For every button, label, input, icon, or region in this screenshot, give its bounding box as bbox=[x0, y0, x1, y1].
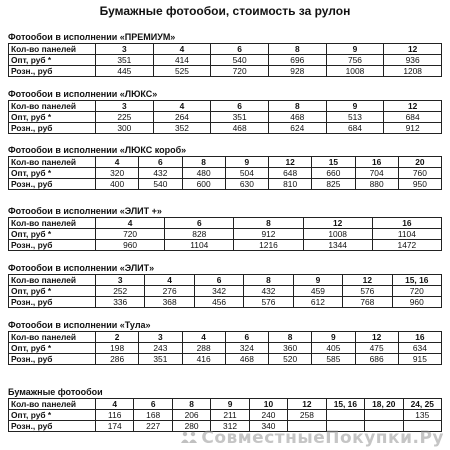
price-cell: 720 bbox=[392, 286, 441, 297]
retail-price-row bbox=[9, 297, 442, 308]
panel-count-cell: 4 bbox=[96, 157, 139, 168]
retail-price-row bbox=[9, 240, 442, 251]
price-cell: 468 bbox=[268, 112, 326, 123]
section-title: Фотообои в исполнении «ЭЛИТ» bbox=[8, 263, 155, 273]
price-cell: 612 bbox=[293, 297, 342, 308]
panel-count-cell: 8 bbox=[172, 399, 210, 410]
panel-count-cell: 12 bbox=[288, 399, 326, 410]
row-label: Кол-во панелей bbox=[9, 44, 96, 55]
retail-price-row bbox=[9, 179, 442, 190]
price-cell: 225 bbox=[96, 112, 154, 123]
wholesale-price-row bbox=[9, 112, 442, 123]
row-label: Кол-во панелей bbox=[9, 332, 96, 343]
wholesale-price-row bbox=[9, 229, 442, 240]
panel-count-cell: 8 bbox=[234, 218, 303, 229]
price-cell: 525 bbox=[153, 66, 211, 77]
panels-row bbox=[9, 157, 442, 168]
price-cell: 264 bbox=[153, 112, 211, 123]
price-cell: 660 bbox=[312, 168, 355, 179]
price-cell: 414 bbox=[153, 55, 211, 66]
retail-price-row bbox=[9, 123, 442, 134]
row-label: Опт, руб * bbox=[9, 410, 96, 421]
panel-count-cell: 12 bbox=[384, 44, 442, 55]
panel-count-cell: 20 bbox=[398, 157, 441, 168]
row-label: Кол-во панелей bbox=[9, 218, 96, 229]
price-cell: 211 bbox=[211, 410, 249, 421]
price-cell: 915 bbox=[398, 354, 441, 365]
price-cell: 240 bbox=[249, 410, 287, 421]
price-cell: 432 bbox=[244, 286, 293, 297]
wholesale-price-row bbox=[9, 55, 442, 66]
price-cell: 258 bbox=[288, 410, 326, 421]
price-cell: 760 bbox=[398, 168, 441, 179]
panel-count-cell: 4 bbox=[96, 399, 134, 410]
section-title: Бумажные фотообои bbox=[8, 387, 103, 397]
panel-count-cell: 16 bbox=[398, 332, 441, 343]
panel-count-cell: 12 bbox=[269, 157, 312, 168]
price-cell: 576 bbox=[244, 297, 293, 308]
price-cell: 405 bbox=[312, 343, 355, 354]
panel-count-cell: 16 bbox=[372, 218, 441, 229]
panels-row bbox=[9, 399, 442, 410]
price-cell: 432 bbox=[139, 168, 182, 179]
price-cell: 540 bbox=[139, 179, 182, 190]
price-cell: 252 bbox=[96, 286, 145, 297]
price-cell: 320 bbox=[96, 168, 139, 179]
row-label: Розн., руб bbox=[9, 354, 96, 365]
wholesale-price-row bbox=[9, 286, 442, 297]
section-title: Фотообои в исполнении «ЭЛИТ +» bbox=[8, 206, 162, 216]
price-section bbox=[8, 32, 442, 77]
price-cell: 540 bbox=[211, 55, 269, 66]
price-cell: 825 bbox=[312, 179, 355, 190]
price-cell: 600 bbox=[182, 179, 225, 190]
price-cell: 936 bbox=[384, 55, 442, 66]
price-cell: 445 bbox=[96, 66, 154, 77]
row-label: Розн., руб bbox=[9, 66, 96, 77]
price-cell: 686 bbox=[355, 354, 398, 365]
panel-count-cell: 6 bbox=[211, 101, 269, 112]
price-cell: 300 bbox=[96, 123, 154, 134]
panel-count-cell: 4 bbox=[153, 44, 211, 55]
panel-count-cell: 6 bbox=[165, 218, 234, 229]
panel-count-cell: 6 bbox=[139, 157, 182, 168]
panels-row bbox=[9, 332, 442, 343]
price-cell: 684 bbox=[384, 112, 442, 123]
price-cell: 198 bbox=[96, 343, 139, 354]
panel-count-cell: 12 bbox=[303, 218, 372, 229]
row-label: Розн., руб bbox=[9, 421, 96, 432]
price-cell: 1208 bbox=[384, 66, 442, 77]
price-cell: 960 bbox=[392, 297, 441, 308]
panel-count-cell: 6 bbox=[134, 399, 172, 410]
price-section bbox=[8, 320, 442, 365]
price-cell: 324 bbox=[225, 343, 268, 354]
row-label: Опт, руб * bbox=[9, 168, 96, 179]
price-cell: 280 bbox=[172, 421, 210, 432]
price-cell: 468 bbox=[211, 123, 269, 134]
panel-count-cell: 16 bbox=[355, 157, 398, 168]
row-label: Кол-во панелей bbox=[9, 399, 96, 410]
price-cell: 504 bbox=[225, 168, 268, 179]
price-cell: 174 bbox=[96, 421, 134, 432]
price-table bbox=[8, 43, 442, 77]
panel-count-cell: 12 bbox=[343, 275, 392, 286]
price-section bbox=[8, 263, 442, 308]
panel-count-cell: 6 bbox=[194, 275, 243, 286]
price-cell: 1344 bbox=[303, 240, 372, 251]
panel-count-cell: 8 bbox=[268, 101, 326, 112]
panel-count-cell: 8 bbox=[182, 157, 225, 168]
panel-count-cell: 2 bbox=[96, 332, 139, 343]
price-cell: 475 bbox=[355, 343, 398, 354]
price-cell: 950 bbox=[398, 179, 441, 190]
panel-count-cell: 9 bbox=[211, 399, 249, 410]
price-cell: 368 bbox=[145, 297, 194, 308]
price-cell: 634 bbox=[398, 343, 441, 354]
price-cell: 340 bbox=[249, 421, 287, 432]
price-cell: 400 bbox=[96, 179, 139, 190]
panel-count-cell: 8 bbox=[244, 275, 293, 286]
row-label: Розн., руб bbox=[9, 123, 96, 134]
panel-count-cell: 6 bbox=[225, 332, 268, 343]
section-title: Фотообои в исполнении «ЛЮКС короб» bbox=[8, 145, 187, 155]
price-cell: 720 bbox=[211, 66, 269, 77]
price-section bbox=[8, 206, 442, 251]
price-cell: 880 bbox=[355, 179, 398, 190]
price-cell: 1008 bbox=[326, 66, 384, 77]
panels-row bbox=[9, 44, 442, 55]
panels-row bbox=[9, 218, 442, 229]
price-cell: 696 bbox=[268, 55, 326, 66]
price-section bbox=[8, 387, 442, 432]
price-cell: 360 bbox=[269, 343, 312, 354]
price-cell: 459 bbox=[293, 286, 342, 297]
price-cell bbox=[326, 410, 364, 421]
wholesale-price-row bbox=[9, 168, 442, 179]
price-cell bbox=[365, 410, 403, 421]
panel-count-cell: 3 bbox=[96, 44, 154, 55]
price-cell: 116 bbox=[96, 410, 134, 421]
price-cell: 928 bbox=[268, 66, 326, 77]
price-cell: 585 bbox=[312, 354, 355, 365]
panel-count-cell: 15, 16 bbox=[326, 399, 364, 410]
panel-count-cell: 4 bbox=[96, 218, 165, 229]
people-logo-icon bbox=[181, 431, 197, 444]
watermark-text: СовместныеПокупки.Ру bbox=[201, 428, 444, 448]
price-cell: 276 bbox=[145, 286, 194, 297]
price-table bbox=[8, 398, 442, 432]
panel-count-cell: 3 bbox=[96, 275, 145, 286]
wholesale-price-row bbox=[9, 343, 442, 354]
panel-count-cell: 4 bbox=[153, 101, 211, 112]
section-title: Фотообои в исполнении «ЛЮКС» bbox=[8, 89, 158, 99]
panel-count-cell: 4 bbox=[182, 332, 225, 343]
price-cell: 336 bbox=[96, 297, 145, 308]
wholesale-price-row bbox=[9, 410, 442, 421]
row-label: Кол-во панелей bbox=[9, 275, 96, 286]
price-cell: 243 bbox=[139, 343, 182, 354]
price-cell: 520 bbox=[269, 354, 312, 365]
panel-count-cell: 3 bbox=[96, 101, 154, 112]
watermark bbox=[181, 428, 444, 448]
price-cell: 342 bbox=[194, 286, 243, 297]
price-cell: 351 bbox=[96, 55, 154, 66]
row-label: Розн., руб bbox=[9, 240, 96, 251]
price-cell: 513 bbox=[326, 112, 384, 123]
price-cell: 648 bbox=[269, 168, 312, 179]
price-cell: 168 bbox=[134, 410, 172, 421]
panel-count-cell: 9 bbox=[326, 101, 384, 112]
section-title: Фотообои в исполнении «ПРЕМИУМ» bbox=[8, 32, 176, 42]
page-title: Бумажные фотообои, стоимость за рулон bbox=[99, 4, 351, 18]
price-cell: 480 bbox=[182, 168, 225, 179]
price-cell: 810 bbox=[269, 179, 312, 190]
panel-count-cell: 9 bbox=[225, 157, 268, 168]
retail-price-row bbox=[9, 354, 442, 365]
panel-count-cell: 18, 20 bbox=[365, 399, 403, 410]
panel-count-cell: 15, 16 bbox=[392, 275, 441, 286]
panel-count-cell: 3 bbox=[139, 332, 182, 343]
price-section bbox=[8, 145, 442, 190]
panel-count-cell: 8 bbox=[268, 44, 326, 55]
row-label: Опт, руб * bbox=[9, 55, 96, 66]
panel-count-cell: 8 bbox=[269, 332, 312, 343]
row-label: Опт, руб * bbox=[9, 343, 96, 354]
price-cell: 416 bbox=[182, 354, 225, 365]
panel-count-cell: 9 bbox=[312, 332, 355, 343]
price-cell: 720 bbox=[96, 229, 165, 240]
price-section bbox=[8, 89, 442, 134]
price-cell: 135 bbox=[403, 410, 442, 421]
panel-count-cell: 24, 25 bbox=[403, 399, 442, 410]
retail-price-row bbox=[9, 66, 442, 77]
price-cell: 704 bbox=[355, 168, 398, 179]
row-label: Опт, руб * bbox=[9, 112, 96, 123]
price-cell: 828 bbox=[165, 229, 234, 240]
price-cell: 1104 bbox=[165, 240, 234, 251]
row-label: Кол-во панелей bbox=[9, 157, 96, 168]
price-table bbox=[8, 217, 442, 251]
price-cell: 351 bbox=[139, 354, 182, 365]
row-label: Опт, руб * bbox=[9, 229, 96, 240]
price-cell: 1216 bbox=[234, 240, 303, 251]
panel-count-cell: 12 bbox=[384, 101, 442, 112]
panel-count-cell: 6 bbox=[211, 44, 269, 55]
price-cell: 352 bbox=[153, 123, 211, 134]
price-cell: 351 bbox=[211, 112, 269, 123]
price-cell: 288 bbox=[182, 343, 225, 354]
section-title: Фотообои в исполнении «Тула» bbox=[8, 320, 151, 330]
panel-count-cell: 12 bbox=[355, 332, 398, 343]
panel-count-cell: 9 bbox=[326, 44, 384, 55]
row-label: Розн., руб bbox=[9, 179, 96, 190]
panel-count-cell: 15 bbox=[312, 157, 355, 168]
panel-count-cell: 4 bbox=[145, 275, 194, 286]
price-cell: 1472 bbox=[372, 240, 441, 251]
row-label: Розн., руб bbox=[9, 297, 96, 308]
price-table bbox=[8, 274, 442, 308]
price-cell: 1008 bbox=[303, 229, 372, 240]
panels-row bbox=[9, 101, 442, 112]
price-cell: 576 bbox=[343, 286, 392, 297]
panels-row bbox=[9, 275, 442, 286]
price-cell: 286 bbox=[96, 354, 139, 365]
price-cell: 684 bbox=[326, 123, 384, 134]
price-cell: 756 bbox=[326, 55, 384, 66]
price-cell: 768 bbox=[343, 297, 392, 308]
price-cell: 1104 bbox=[372, 229, 441, 240]
price-cell: 960 bbox=[96, 240, 165, 251]
price-cell: 206 bbox=[172, 410, 210, 421]
price-cell: 624 bbox=[268, 123, 326, 134]
price-cell: 912 bbox=[384, 123, 442, 134]
price-cell: 312 bbox=[211, 421, 249, 432]
price-cell: 912 bbox=[234, 229, 303, 240]
price-table bbox=[8, 331, 442, 365]
price-table bbox=[8, 100, 442, 134]
price-cell: 227 bbox=[134, 421, 172, 432]
price-table bbox=[8, 156, 442, 190]
price-cell: 630 bbox=[225, 179, 268, 190]
panel-count-cell: 10 bbox=[249, 399, 287, 410]
panel-count-cell: 9 bbox=[293, 275, 342, 286]
price-cell: 456 bbox=[194, 297, 243, 308]
row-label: Опт, руб * bbox=[9, 286, 96, 297]
price-cell: 468 bbox=[225, 354, 268, 365]
row-label: Кол-во панелей bbox=[9, 101, 96, 112]
